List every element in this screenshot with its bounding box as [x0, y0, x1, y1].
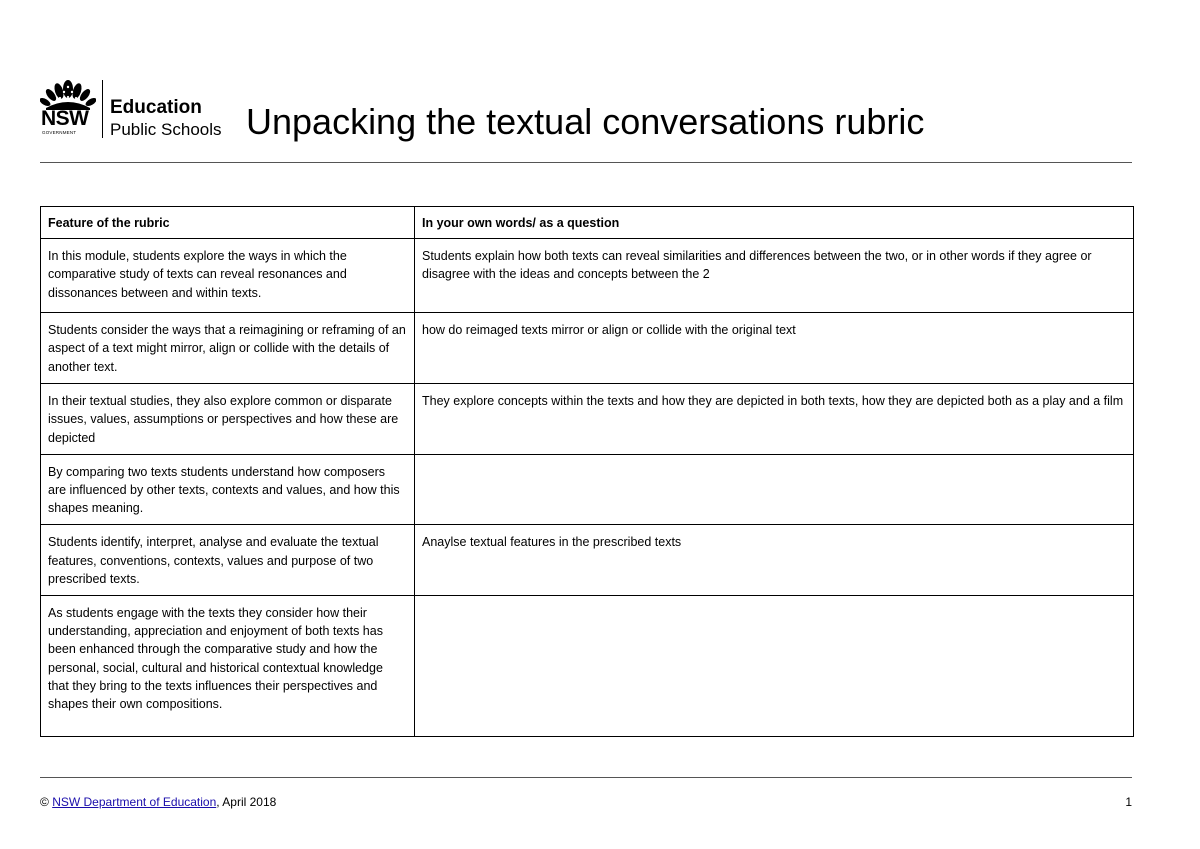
logo-divider: [102, 80, 103, 138]
feature-cell: In their textual studies, they also explore common or disparate issues, values, assumptions or perspectives and how these are depicted: [41, 384, 415, 455]
column-header-feature: Feature of the rubric: [41, 207, 415, 239]
header-divider: [40, 162, 1132, 163]
page-number: 1: [1125, 795, 1132, 809]
public-schools-wordmark: Public Schools: [110, 120, 222, 139]
response-cell[interactable]: [415, 596, 1134, 737]
table-row: [41, 384, 1134, 455]
feature-cell: By comparing two texts students understand how composers are influenced by other texts, contexts and values, and how this shapes meaning.: [41, 454, 415, 525]
page-header: [40, 74, 1132, 149]
table-header-row: [41, 207, 1134, 239]
education-wordmark: Education: [110, 97, 202, 118]
table-row: [41, 596, 1134, 737]
waratah-flower-icon: [40, 78, 96, 110]
footer-copyright: [40, 794, 276, 810]
response-cell[interactable]: Anaylse textual features in the prescribed texts: [415, 525, 1134, 596]
page-title: Unpacking the textual conversations rubric: [246, 101, 925, 142]
feature-cell: Students consider the ways that a reimagining or reframing of an aspect of a text might mirror, align or collide with the details of another text.: [41, 313, 415, 384]
government-wordmark: GOVERNMENT: [42, 130, 77, 135]
table-row: [41, 525, 1134, 596]
response-cell[interactable]: Students explain how both texts can reveal similarities and differences between the two, or in other words if they agree or disagree with the ideas and concepts between the 2: [415, 239, 1134, 313]
feature-cell: As students engage with the texts they consider how their understanding, appreciation and enjoyment of both texts has been enhanced through the comparative study and how the personal, social, cultural and historical contextual knowledge that they bring to the texts influences their perspectives and shapes their own compositions.: [41, 596, 415, 737]
rubric-table: [40, 206, 1134, 737]
feature-cell: Students identify, interpret, analyse and evaluate the textual features, conventions, contexts, values and purpose of two prescribed texts.: [41, 525, 415, 596]
feature-cell: In this module, students explore the ways in which the comparative study of texts can reveal resonances and dissonances between and within texts.: [41, 239, 415, 313]
footer-divider: [40, 777, 1132, 778]
table-row: [41, 454, 1134, 525]
copyright-symbol: ©: [40, 795, 49, 809]
response-cell[interactable]: They explore concepts within the texts and how they are depicted in both texts, how they are depicted both as a play and a film: [415, 384, 1134, 455]
table-row: [41, 313, 1134, 384]
response-cell[interactable]: how do reimaged texts mirror or align or collide with the original text: [415, 313, 1134, 384]
table-row: [41, 239, 1134, 313]
response-cell[interactable]: [415, 454, 1134, 525]
column-header-own-words: In your own words/ as a question: [415, 207, 1134, 239]
footer-date: , April 2018: [216, 795, 277, 809]
nsw-department-link[interactable]: NSW Department of Education: [52, 795, 217, 809]
nsw-education-logo: [40, 74, 240, 140]
nsw-wordmark: NSW: [41, 107, 89, 130]
